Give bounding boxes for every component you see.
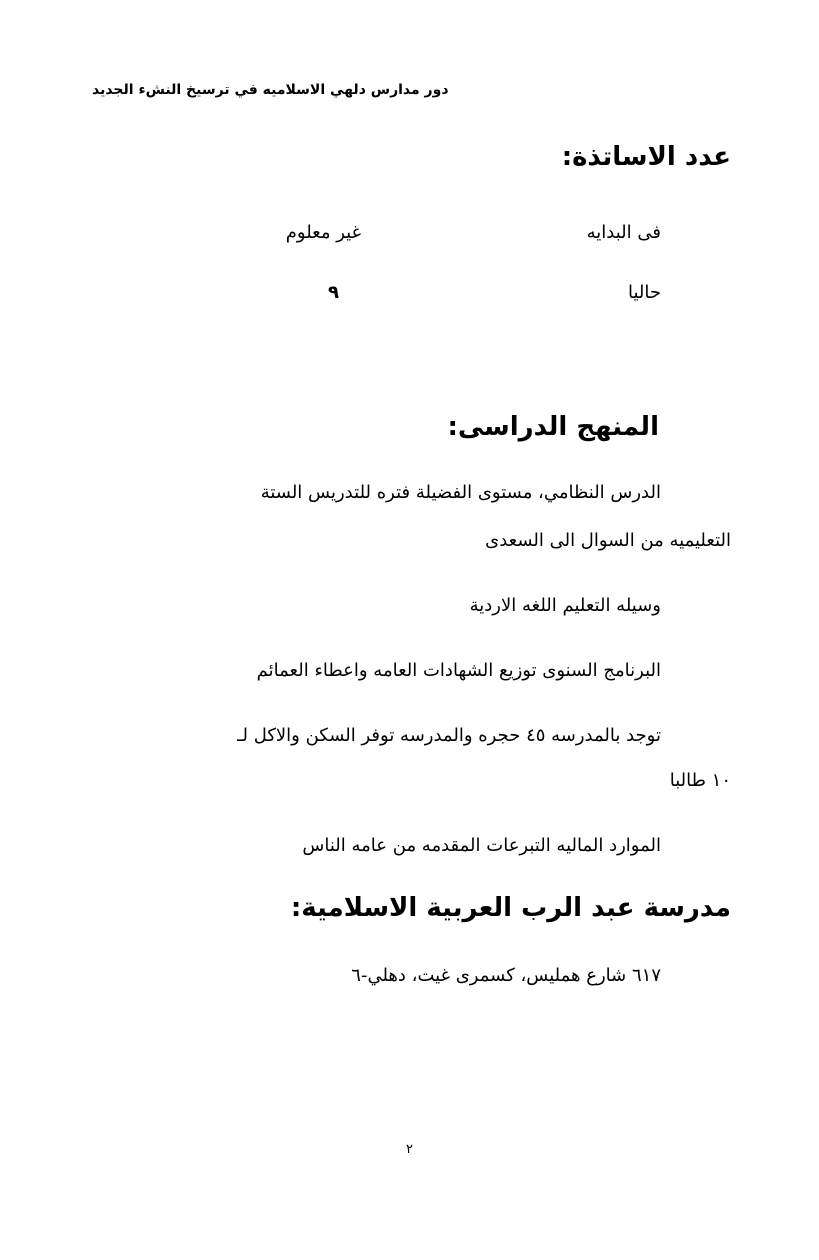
curriculum-para1-line2: التعليميه من السوال الى السعدى	[485, 530, 731, 551]
page-number: ٢	[406, 1142, 413, 1157]
school-title: مدرسة عبد الرب العربية الاسلامية:	[290, 893, 731, 923]
teachers-value-start: غير معلوم	[285, 222, 361, 243]
school-address: ٦١٧ شارع همليس، كسمرى غيت، دهلي-٦	[351, 965, 661, 986]
curriculum-annual-program: البرنامج السنوى توزيع الشهادات العامه واعطاء العمائم	[256, 660, 661, 681]
curriculum-rooms-line2: ١٠ طالبا	[669, 770, 731, 791]
curriculum-finance: الموارد الماليه التبرعات المقدمه من عامه الناس	[302, 835, 661, 856]
curriculum-title: المنهج الدراسى:	[447, 412, 659, 442]
teachers-title: عدد الاساتذة:	[561, 142, 731, 172]
curriculum-rooms-line1: توجد بالمدرسه ٤٥ حجره والمدرسه توفر السكن والاكل لـ	[237, 725, 661, 746]
running-header: دور مدارس دلهي الاسلاميه في ترسيخ النشء الجديد	[92, 82, 449, 98]
teachers-label-start: فى البدايه	[586, 222, 661, 243]
curriculum-medium: وسيله التعليم اللغه الاردية	[469, 595, 661, 616]
teachers-label-now: حاليا	[627, 282, 661, 303]
curriculum-para1-line1: الدرس النظامي، مستوى الفضيلة فتره للتدريس الستة	[260, 482, 661, 503]
teachers-value-now: ٩	[328, 282, 339, 303]
